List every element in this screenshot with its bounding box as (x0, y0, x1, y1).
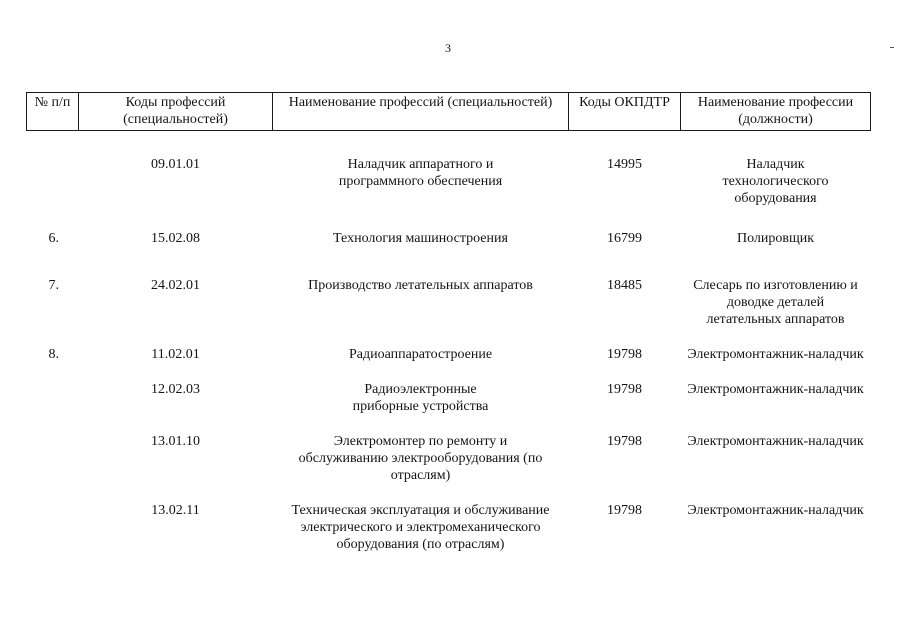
table-row (27, 131, 871, 208)
row-code: 13.02.11 (151, 503, 200, 518)
table-row (27, 277, 871, 346)
header-profession-names: Наименование профессий (специальностей) (273, 93, 569, 131)
row-code: 13.01.10 (151, 434, 200, 449)
row-num (27, 381, 79, 433)
row-num (27, 502, 79, 574)
header-okpdtr-codes: Коды ОКПДТР (569, 93, 681, 131)
row-position: Электромонтажник-наладчик (687, 434, 864, 449)
row-okpdtr: 18485 (607, 278, 642, 293)
row-okpdtr: 19798 (607, 382, 642, 397)
row-okpdtr: 19798 (607, 347, 642, 362)
table-row (27, 433, 871, 502)
row-code: 11.02.01 (151, 347, 200, 362)
table-row (27, 207, 871, 277)
row-name: Радиоэлектронные приборные устройства (352, 382, 489, 414)
row-code: 09.01.01 (151, 157, 200, 172)
row-name: Радиоаппаратостроение (348, 347, 493, 362)
row-okpdtr: 19798 (607, 434, 642, 449)
row-position: Электромонтажник-наладчик (687, 347, 864, 362)
row-position: Слесарь по изготовлению и доводке деталей летательных аппаратов (693, 278, 858, 327)
row-name: Технология машиностроения (333, 231, 508, 246)
row-num: 6. (48, 231, 59, 246)
row-code: 15.02.08 (151, 231, 200, 246)
row-position: Электромонтажник-наладчик (687, 503, 864, 518)
header-num: № п/п (27, 93, 79, 131)
table-row (27, 346, 871, 381)
row-name: Электромонтер по ремонту и обслуживанию электрооборудования (по отраслям) (298, 434, 543, 483)
row-okpdtr: 14995 (607, 157, 642, 172)
row-position: Электромонтажник-наладчик (687, 382, 864, 397)
header-position-name: Наименование профессии (должности) (681, 93, 871, 131)
row-position: Наладчик технологического оборудования (722, 157, 829, 206)
row-name: Производство летательных аппаратов (308, 278, 533, 293)
row-num: 8. (48, 347, 59, 362)
row-okpdtr: 16799 (607, 231, 642, 246)
row-num (27, 433, 79, 502)
professions-table (26, 92, 871, 574)
row-code: 12.02.03 (151, 382, 200, 397)
table-header-row (27, 93, 871, 131)
table-row (27, 381, 871, 433)
scan-artifact (890, 47, 894, 48)
row-code: 24.02.01 (151, 278, 200, 293)
row-name: Техническая эксплуатация и обслуживание электрического и электромеханического оборудования (по отраслям) (291, 503, 550, 552)
page-number: 3 (445, 41, 451, 55)
row-position: Полировщик (736, 231, 815, 246)
header-profession-codes: Коды профессий (специальностей) (79, 93, 273, 131)
row-okpdtr: 19798 (607, 503, 642, 518)
row-name: Наладчик аппаратного и программного обеспечения (338, 157, 503, 189)
row-num: 7. (48, 278, 59, 293)
row-num (27, 131, 79, 208)
table-row (27, 502, 871, 574)
